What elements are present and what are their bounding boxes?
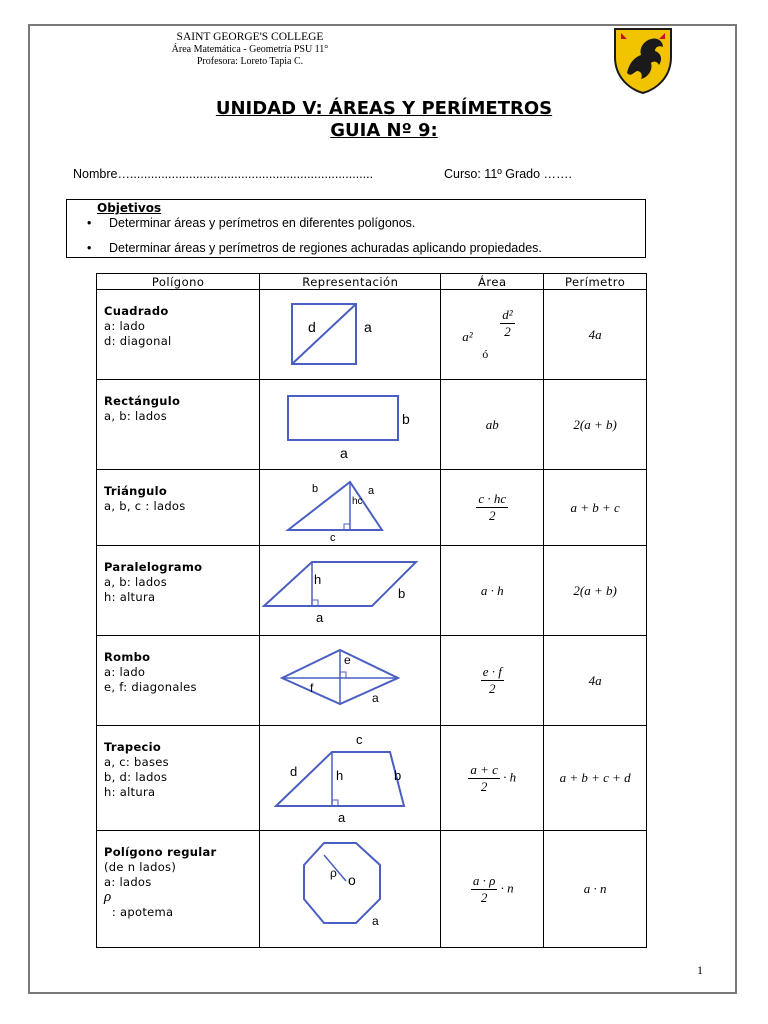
label-d: d	[290, 764, 298, 779]
area-subtitle: Área Matemática - Geometría PSU 11°	[171, 44, 329, 55]
school-crest-logo	[613, 27, 673, 95]
teacher-name: Profesora: Loreto Tapia C.	[196, 56, 304, 67]
objective-item: • Determinar áreas y perímetros en diferentes polígonos.	[91, 216, 415, 230]
polygon-name-cell: Rectángulo a, b: lados	[97, 380, 260, 470]
table-row	[97, 290, 647, 380]
polygon-name-cell: Cuadrado a: lado d: diagonal	[97, 290, 260, 380]
table-row	[97, 546, 647, 636]
col-header-representation: Representación	[260, 274, 441, 290]
label-a: a	[316, 610, 324, 625]
perimeter-cell: 4a	[544, 636, 647, 726]
polygon-name-cell: Polígono regular (de n lados) a: lados ρ : apotema	[97, 831, 260, 948]
label-o: o	[348, 872, 357, 888]
square-diagram	[260, 290, 441, 380]
polygon-name-cell: Triángulo a, b, c : lados	[97, 470, 260, 546]
label-b: b	[312, 483, 319, 495]
label-a: a	[372, 691, 379, 705]
title-guide: GUIA Nº 9:	[330, 120, 438, 141]
label-a: a	[338, 810, 346, 825]
label-hc: hc	[352, 496, 363, 507]
page-number: 1	[697, 963, 703, 977]
label-h: h	[314, 572, 322, 587]
objectives-title: Objetivos	[97, 201, 162, 215]
label-f: f	[310, 681, 314, 695]
student-name-field: Nombre…......................................................................	[73, 167, 374, 181]
perimeter-cell: a · n	[544, 831, 647, 948]
polygon-name-cell: Rombo a: lado e, f: diagonales	[97, 636, 260, 726]
triangle-diagram	[260, 470, 441, 546]
trapezoid-diagram	[260, 726, 441, 831]
school-name: SAINT GEORGE'S COLLEGE	[176, 31, 324, 43]
label-h: h	[336, 768, 344, 783]
label-c: c	[356, 732, 363, 747]
table-row	[97, 470, 647, 546]
table-row	[97, 726, 647, 831]
parallelogram-diagram	[260, 546, 441, 636]
label-b: b	[402, 411, 411, 427]
table-header-row	[97, 274, 647, 290]
area-cell: ab	[441, 380, 544, 470]
perimeter-cell: a + b + c + d	[544, 726, 647, 831]
octagon-diagram	[260, 831, 441, 948]
label-e: e	[344, 653, 351, 667]
col-header-polygon: Polígono	[97, 274, 260, 290]
course-field: Curso: 11º Grado …….	[444, 167, 572, 181]
table-row	[97, 636, 647, 726]
area-cell: a · h	[441, 546, 544, 636]
title-unit: UNIDAD V: ÁREAS Y PERÍMETROS	[215, 98, 553, 119]
label-a: a	[368, 485, 375, 497]
area-cell: $\frac{e \cdot f}{2}$	[441, 636, 544, 726]
header	[120, 31, 380, 68]
perimeter-cell: 4a	[544, 290, 647, 380]
label-rho: ρ	[330, 866, 338, 880]
perimeter-cell: a + b + c	[544, 470, 647, 546]
objective-item: • Determinar áreas y perímetros de regiones achuradas aplicando propiedades.	[91, 241, 542, 255]
table-row	[97, 831, 647, 948]
col-header-area: Área	[441, 274, 544, 290]
rhombus-diagram	[260, 636, 441, 726]
polygon-name-cell: Paralelogramo a, b: lados h: altura	[97, 546, 260, 636]
label-a: a	[340, 445, 349, 461]
page-title	[0, 98, 768, 142]
label-b: b	[398, 586, 406, 601]
table-row	[97, 380, 647, 470]
objectives-box	[66, 199, 646, 258]
label-c: c	[330, 532, 336, 544]
col-header-perimeter: Perímetro	[544, 274, 647, 290]
label-d: d	[308, 319, 317, 335]
area-cell: $\frac{a \cdot \rho}{2}$ · n	[441, 831, 544, 948]
label-a: a	[372, 914, 379, 928]
perimeter-cell: 2(a + b)	[544, 546, 647, 636]
area-cell: $\frac{a + c}{2}$ · h	[441, 726, 544, 831]
perimeter-cell: 2(a + b)	[544, 380, 647, 470]
rectangle-diagram	[260, 380, 441, 470]
label-a: a	[364, 319, 373, 335]
area-cell: $\frac{c \cdot hc}{2}$	[441, 470, 544, 546]
area-cell: a² ó $\frac{\text{d²}}{2}$	[441, 290, 544, 380]
label-b: b	[394, 768, 402, 783]
polygon-table	[96, 273, 647, 948]
polygon-name-cell: Trapecio a, c: bases b, d: lados h: altura	[97, 726, 260, 831]
